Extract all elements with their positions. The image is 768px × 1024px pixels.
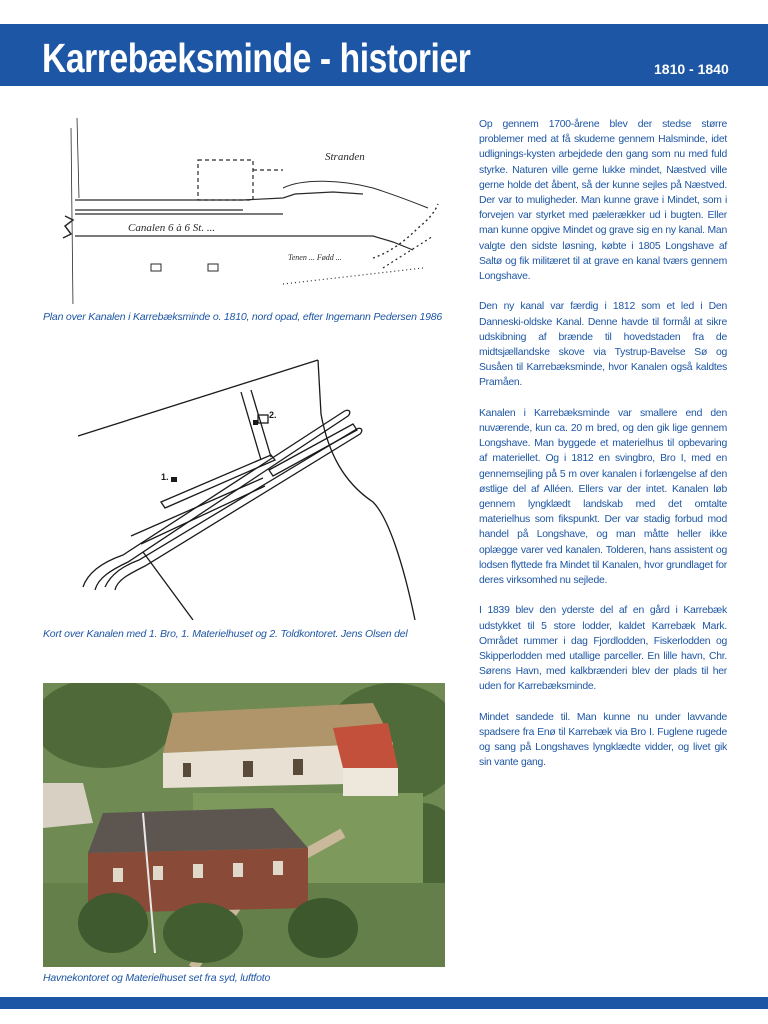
figure-caption: Kort over Kanalen med 1. Bro, 1. Materielhuset og 2. Toldkontoret. Jens Olsen del xyxy=(43,628,408,640)
figure-caption: Plan over Kanalen i Karrebæksminde o. 1810, nord opad, efter Ingemann Pedersen 1986 xyxy=(43,311,443,323)
paragraph: Kanalen i Karrebæksminde var smallere end den nuværende, kun ca. 20 m bred, og den gik lige gennem Longshave. Man byggede et materielhus til opbevaring af materiellet. Og i 1812 en svingbro, Bro I, med en gennemsejling på 5 m over kanalen i forlængelse af den østlige del af Alléen. Ellers var der intet. Kanalen løb gennem lyngklædt landskab med det omtalte materielhus som fikspunkt. Der var stadig forbud mod handel på Longshave, og man måtte heller ikke oplægge varer ved kanalen. Tolderen, hans assistent og lodsen flyttede fra Mindet til Kanalen, hvor grundlaget for deres virksomhed nu sejlede. xyxy=(479,407,727,587)
paragraph: I 1839 blev den yderste del af en gård i Karrebæk udstykket til 5 store lodder, kaldet Karrebæk Mark. Området rummer i dag Fjordlodden, Fiskerlodden og Skipperlodden med utallige parceller. En lille havn, Chr. Sørens Havn, med kalkbrænderi blev der plads til her uden for Karrebæksminde. xyxy=(479,605,727,693)
paragraph: Mindet sandede til. Man kunne nu under lavvande spadsere fra Enø til Karrebæk via Bro I. Fuglene rugede og sang på Longshaves lyngklædte vidder, og livet gik sin vante gang. xyxy=(479,711,727,769)
label-two: 2. xyxy=(269,410,277,420)
canal-label: Canalen 6 à 6 St. ... xyxy=(128,222,216,234)
strand-label: Stranden xyxy=(325,151,365,163)
period-label: 1810 - 1840 xyxy=(654,61,729,77)
canal-plan-drawing xyxy=(43,108,443,304)
paragraph: Den ny kanal var færdig i 1812 som et led i Den Danneski-oldske Kanal. Denne havde til formål at sikre udskibning af brænde til hovedstaden fra de midtsjællandske skove via Tystrup-Bavelse Sø og Susåen til Karrebæksminde, hvor Kanalen også kaldtes Pramåen. xyxy=(479,301,727,389)
article-text xyxy=(479,117,727,786)
page-title: Karrebæksminde - historier xyxy=(42,35,471,81)
figure-caption: Havnekontoret og Materielhuset set fra syd, luftfoto xyxy=(43,972,271,984)
paragraph: Op gennem 1700-årene blev der stedse større problemer med at få skuderne gennem Halsminde, idet udlignings-kysten arbejdede den gang som nu med fuld styrke. Naturen ville gerne lukke mindet, Næstved ville gerne holde det åbent, så der kunne sejles på Næstved. Der var to muligheder. Man kunne grave i Mindet, som i forvejen var styrket med pælerækker ud i bugten. Eller man kunne opgive Mindet og grave sig en ny kanal. Man valgte den sidste løsning, købte i 1805 Longshave af Saltø og fik militæret til at grave en kanal tværs gennem Longshave. xyxy=(479,119,727,283)
aerial-photo xyxy=(43,683,445,967)
footer-bar xyxy=(0,997,768,1009)
label-one: 1. xyxy=(161,472,169,482)
canal-map-drawing xyxy=(43,352,443,620)
margin-note: Tenen ... Fødd ... xyxy=(288,253,342,262)
